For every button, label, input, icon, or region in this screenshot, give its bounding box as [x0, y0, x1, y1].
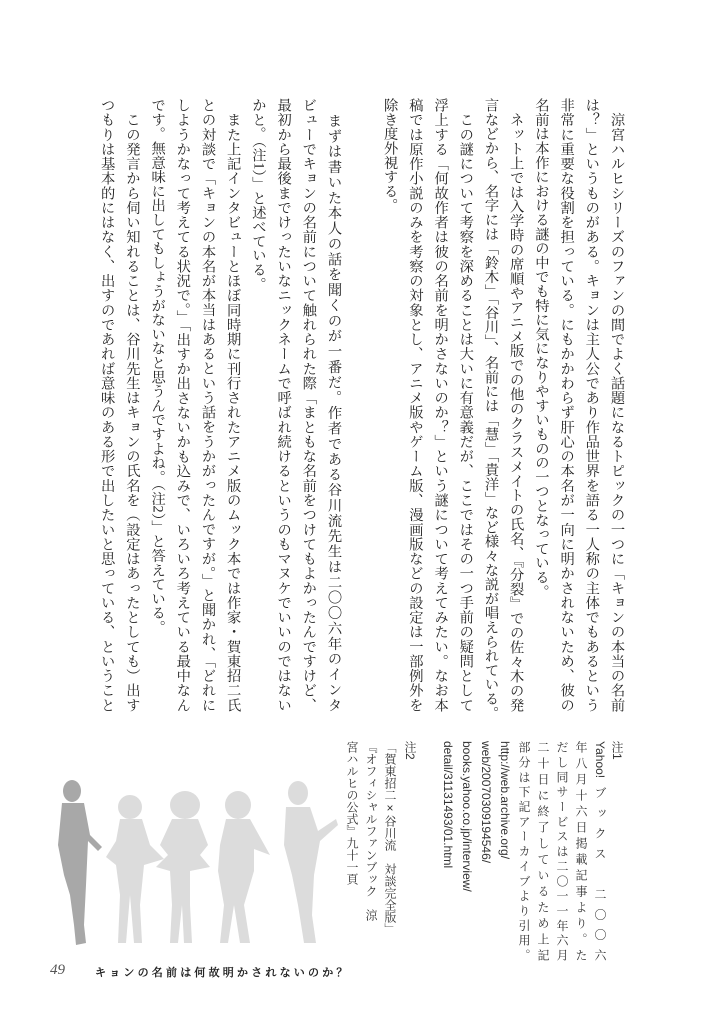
footnote-line: 年八月十六日掲載記事より。た [574, 741, 588, 961]
footnote-line: detail/31131493/01.html [441, 741, 455, 869]
body-text-line: 涼宮ハルヒシリーズのファンの間でよく話題になるトピックの一つに「キョンの本当の名前 [609, 98, 625, 712]
footnote-label: 注2 [403, 741, 417, 760]
body-text-line: は？」というものがある。キョンは主人公であり作品世界を語る一人称の主体でもあるという [583, 98, 600, 712]
body-text-line: つもりは基本的にはなく、出すのであれば意味のある形で出したいと思っている、ということ [99, 98, 116, 712]
body-text-line: しようかなって考えてる状況で。」「出すか出さないかも込みで、いろいろ考えている最中なん [174, 98, 191, 712]
body-text-line: 除き度外視する。 [382, 98, 399, 213]
footnote-line: books.yahoo.co.jp/interview/ [460, 741, 474, 892]
footnote-line: 「賀東招二×谷川流 対談完全版」 [383, 741, 397, 935]
silhouette-girl-2 [156, 791, 210, 943]
body-text-line: 言などから、名字には「鈴木」「谷川」、名前には「慧」「貴洋」など様々な説が唱えられている。 [483, 98, 499, 721]
page-number: 49 [50, 962, 65, 978]
footnote-line: http://web.archive.org/ [498, 741, 512, 860]
footnote-line: 部分は下記アーカイブより引用。 [517, 741, 531, 961]
body-text-line: この謎について考察を深めることは大いに有意義だが、ここではその一つ手前の疑問として [457, 98, 474, 712]
body-text-line: ネット上では入学時の席順やアニメ版での他のクラスメイトの氏名、『分裂』での佐々木の発 [508, 98, 525, 712]
body-text-line: かと。（注1）」と述べている。 [250, 98, 267, 292]
body-text-line: 稿では原作小説のみを考察の対象とし、アニメ版やゲーム版、漫画版などの設定は一部例外を [407, 98, 424, 712]
silhouette-girl-1 [106, 795, 164, 943]
body-text-line: また上記インタビューとほぼ同時期に刊行されたアニメ版のムック本では作家・賀東招二氏 [225, 98, 242, 712]
body-text-line: この発言から伺い知れることは、谷川先生はキョンの氏名を（設定はあったとしても）出す [124, 98, 141, 712]
footnote-line: 二十日に終了しているため上記 [536, 741, 550, 961]
footnote-line: web/20070309194546/ [479, 741, 493, 864]
character-silhouettes-illustration [40, 775, 340, 955]
footnote-line: 『オフィシャルファンブック 涼 [364, 741, 378, 921]
footnote-label: 注1 [610, 741, 624, 760]
body-text-line: まずは書いた本人の話を聞くのが一番だ。作者である谷川流先生は二〇〇六年のインタ [326, 98, 342, 712]
running-title: キョンの名前は何故明かされないのか？ [95, 967, 351, 979]
body-text-line: 名前は本作における謎の中でも特に気になりやすいものの一つとなっている。 [533, 98, 550, 599]
silhouette-girl-3 [218, 791, 270, 943]
footnote-line: Yahoo!ブックス 二〇〇六 [593, 741, 607, 961]
footnote-line: 宮ハルヒの公式』九十一頁 [345, 741, 359, 885]
body-text-line: との対談で「キョンの本名が本当はあるという話をうかがったんですが。」と聞かれ、「どれに [200, 98, 216, 712]
body-text-line: 浮上する「何故作者は彼の名前を明かさないのか？」という謎について考えてみたい。なお本 [432, 98, 449, 712]
body-text-line: 非常に重要な役割を担っている。にもかかわらず肝心の本名が一向に明かされないため、彼の [558, 98, 575, 712]
body-text-line: 最初から最後までけったいなニックネームで呼ばれ続けるというのもマヌケでいいのではない [275, 98, 292, 712]
silhouette-boy-2 [284, 781, 338, 943]
body-text-line: です。無意味に出してもしょうがないなと思うんですよね。（注2）」と答えている。 [149, 98, 166, 635]
footnote-line: だし同サービスは二〇一一年六月 [555, 741, 569, 961]
body-text-line: ビューでキョンの名前について触れられた際「まともな名前をつけてもよかったんですけど、 [300, 98, 317, 712]
silhouette-boy-1 [58, 780, 102, 945]
